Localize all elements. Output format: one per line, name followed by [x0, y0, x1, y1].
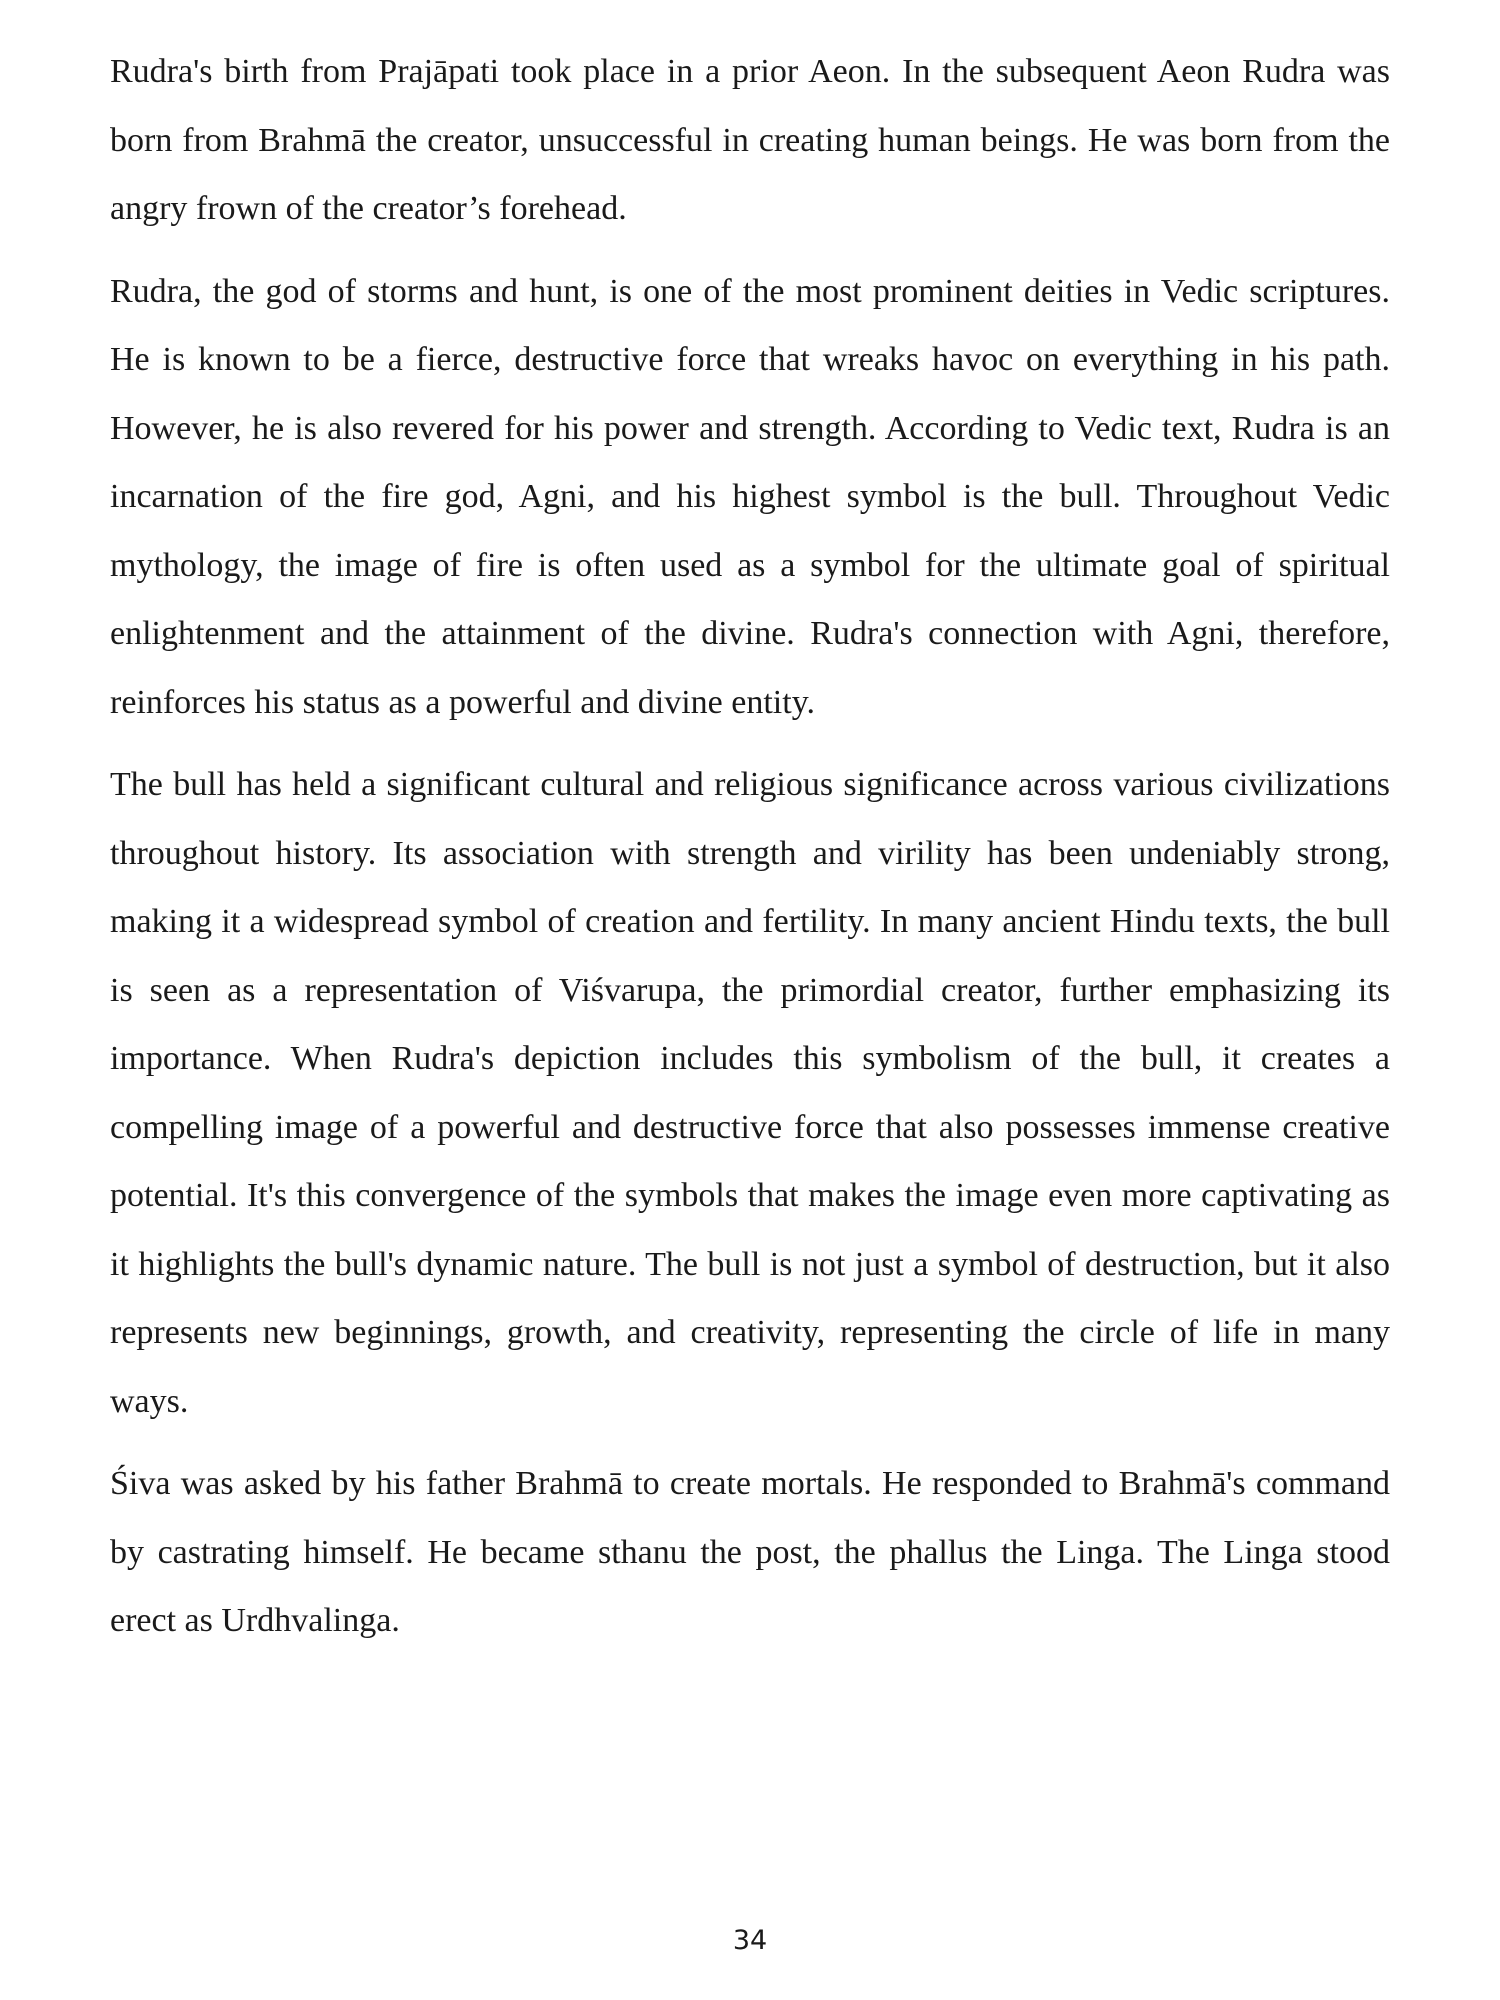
paragraph-bull-significance: The bull has held a significant cultural and religious significance across various civilizations throughout history. Its association with strength and virility has been undeniably strong, making it a widespread symbol of creation and fertility. In many ancient Hindu texts, the bull is seen as a representation of Viśvarupa, the primordial creator, further emphasizing its importance. When Rudra's depiction includes this symbolism of the bull, it creates a compelling image of a powerful and destructive force that also possesses immense creative potential. It's this convergence of the symbols that makes the image even more captivating as it highlights the bull's dynamic nature. The bull is not just a symbol of destruction, but it also represents new beginnings, growth, and creativity, representing the circle of life in many ways.	[110, 766, 1390, 1420]
body-text	[110, 38, 1390, 1670]
paragraph-rudra-god-of-storms: Rudra, the god of storms and hunt, is one of the most prominent deities in Vedic scriptures. He is known to be a fierce, destructive force that wreaks havoc on everything in his path. However, he is also revered for his power and strength. According to Vedic text, Rudra is an incarnation of the fire god, Agni, and his highest symbol is the bull. Throughout Vedic mythology, the image of fire is often used as a symbol for the ultimate goal of spiritual enlightenment and the attainment of the divine. Rudra's connection with Agni, therefore, reinforces his status as a powerful and divine entity.	[110, 272, 1390, 721]
paragraph-rudra-birth: Rudra's birth from Prajāpati took place in a prior Aeon. In the subsequent Aeon Rudra was born from Brahmā the creator, unsuccessful in creating human beings. He was born from the angry frown of the creator’s forehead.	[110, 53, 1390, 227]
paragraph-siva-linga: Śiva was asked by his father Brahmā to create mortals. He responded to Brahmā's command by castrating himself. He became sthanu the post, the phallus the Linga. The Linga stood erect as Urdhvalinga.	[110, 1465, 1390, 1639]
page-number: 34	[732, 1925, 768, 1956]
